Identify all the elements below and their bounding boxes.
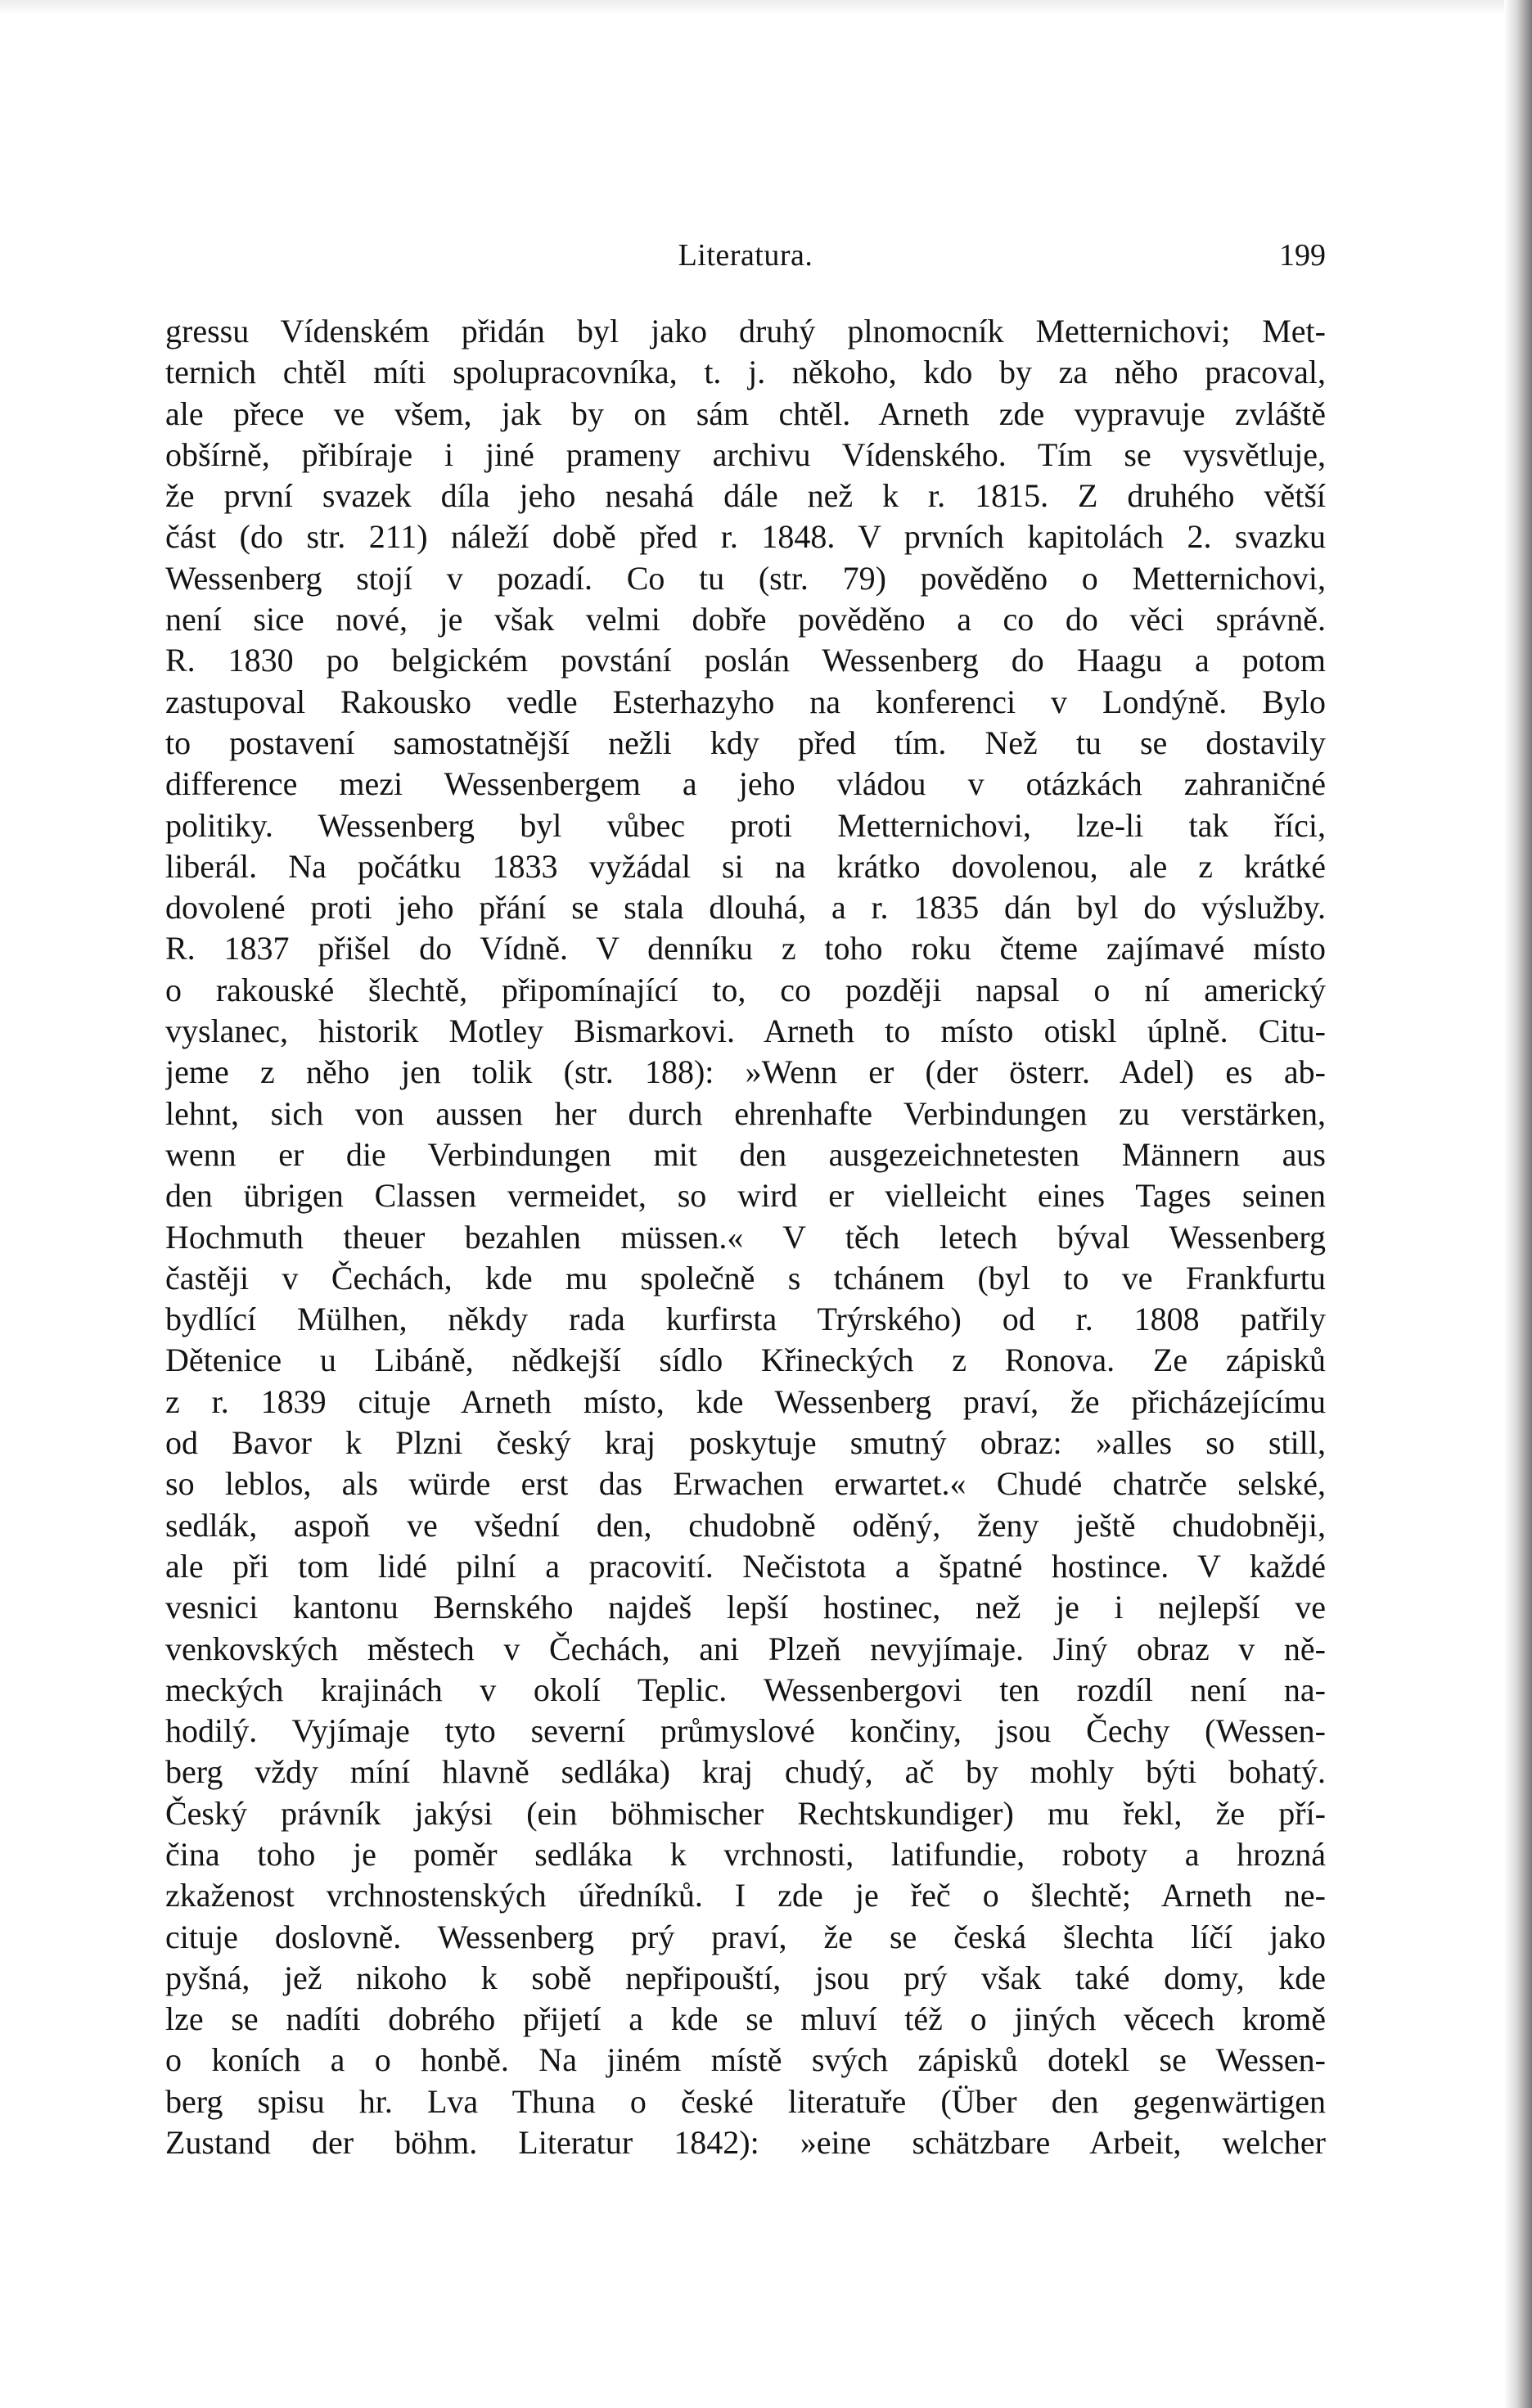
text-line: bydlící Mülhen, někdy rada kurfirsta Trýrského) od r. 1808 patřily (165, 1301, 1326, 1338)
text-line: den übrigen Classen vermeidet, so wird er vielleicht eines Tages seinen (165, 1177, 1326, 1215)
text-line: lze se nadíti dobrého přijetí a kde se mluví též o jiných věcech kromě (165, 2000, 1326, 2038)
text-line: Český právník jakýsi (ein böhmischer Rechtskundiger) mu řekl, že pří- (165, 1794, 1326, 1832)
scan-shadow-right (1504, 0, 1532, 2408)
text-line: venkovských městech v Čechách, ani Plzeň nevyjímaje. Jiný obraz v ně- (165, 1630, 1326, 1667)
text-line: vesnici kantonu Bernského najdeš lepší hostinec, než je i nejlepší ve (165, 1589, 1326, 1626)
page-number: 199 (1279, 238, 1326, 273)
text-line: čina toho je poměr sedláka k vrchnosti, latifundie, roboty a hrozná (165, 1835, 1326, 1873)
text-line: Dětenice u Libáně, nědkejší sídlo Křineckých z Ronova. Ze zápisků (165, 1342, 1326, 1379)
text-line: liberál. Na počátku 1833 vyžádal si na krátko dovolenou, ale z krátké (165, 847, 1326, 885)
text-line: dovolené proti jeho přání se stala dlouhá, a r. 1835 dán byl do výslužby. (165, 889, 1326, 927)
text-line: od Bavor k Plzni český kraj poskytuje smutný obraz: »alles so still, (165, 1424, 1326, 1462)
text-line: politiky. Wessenberg byl vůbec proti Metternichovi, lze-li tak říci, (165, 806, 1326, 844)
text-line: ale při tom lidé pilní a pracovití. Nečistota a špatné hostince. V každé (165, 1547, 1326, 1585)
text-line: ale přece ve všem, jak by on sám chtěl. Arneth zde vypravuje zvláště (165, 395, 1326, 432)
text-line: zastupoval Rakousko vedle Esterhazyho na konferenci v Londýně. Bylo (165, 683, 1326, 720)
text-line: o koních a o honbě. Na jiném místě svých zápisků dotekl se Wessen- (165, 2041, 1326, 2079)
text-line: jeme z něho jen tolik (str. 188): »Wenn er (der österr. Adel) es ab- (165, 1053, 1326, 1091)
text-line: meckých krajinách v okolí Teplic. Wessenbergovi ten rozdíl není na- (165, 1671, 1326, 1708)
text-line: sedlák, aspoň ve všední den, chudobně oděný, ženy ještě chudobněji, (165, 1506, 1326, 1544)
text-line: Zustand der böhm. Literatur 1842): »eine schätzbare Arbeit, welcher (165, 2124, 1326, 2162)
text-line: že první svazek díla jeho nesahá dále než k r. 1815. Z druhého větší (165, 477, 1326, 515)
text-line: častěji v Čechách, kde mu společně s tchánem (byl to ve Frankfurtu (165, 1259, 1326, 1296)
text-line: vyslanec, historik Motley Bismarkovi. Arneth to místo otiskl úplně. Citu- (165, 1012, 1326, 1050)
text-line: gressu Vídenském přidán byl jako druhý plnomocník Metternichovi; Met- (165, 313, 1326, 349)
running-head: Literatura. (678, 238, 813, 273)
text-line: obšírně, přibíraje i jiné prameny archivu Vídenského. Tím se vysvětluje, (165, 435, 1326, 473)
text-line: pyšná, jež nikoho k sobě nepřipouští, jsou prý však také domy, kde (165, 1959, 1326, 1996)
text-line: difference mezi Wessenbergem a jeho vládou v otázkách zahraničné (165, 765, 1326, 803)
text-line: wenn er die Verbindungen mit den ausgezeichnetesten Männern aus (165, 1135, 1326, 1173)
text-line: z r. 1839 cituje Arneth místo, kde Wessenberg praví, že přicházejícímu (165, 1382, 1326, 1420)
text-line: R. 1837 přišel do Vídně. V denníku z toho roku čteme zajímavé místo (165, 930, 1326, 967)
text-line: hodilý. Vyjímaje tyto severní průmyslové končiny, jsou Čechy (Wessen- (165, 1712, 1326, 1750)
text-line: to postavení samostatnější nežli kdy před tím. Než tu se dostavily (165, 724, 1326, 761)
text-line: zkaženost vrchnostenských úředníků. I zde je řeč o šlechtě; Arneth ne- (165, 1877, 1326, 1914)
text-line: berg spisu hr. Lva Thuna o české literatuře (Über den gegenwärtigen (165, 2082, 1326, 2120)
page-header (165, 231, 1326, 280)
text-line: Hochmuth theuer bezahlen müssen.« V těch letech býval Wessenberg (165, 1218, 1326, 1256)
text-line: lehnt, sich von aussen her durch ehrenhafte Verbindungen zu verstärken, (165, 1094, 1326, 1132)
text-line: není sice nové, je však velmi dobře pověděno a co do věci správně. (165, 601, 1326, 638)
text-line: so leblos, als würde erst das Erwachen erwartet.« Chudé chatrče selské, (165, 1465, 1326, 1503)
text-line: cituje doslovně. Wessenberg prý praví, že se česká šlechta líčí jako (165, 1918, 1326, 1955)
text-line: část (do str. 211) náleží době před r. 1848. V prvních kapitolách 2. svazku (165, 518, 1326, 556)
text-line: berg vždy míní hlavně sedláka) kraj chudý, ač by mohly býti bohatý. (165, 1753, 1326, 1791)
text-line: Wessenberg stojí v pozadí. Co tu (str. 79) pověděno o Metternichovi, (165, 559, 1326, 597)
text-line: R. 1830 po belgickém povstání poslán Wessenberg do Haagu a potom (165, 642, 1326, 679)
text-line: ternich chtěl míti spolupracovníka, t. j. někoho, kdo by za něho pracoval, (165, 354, 1326, 391)
text-line: o rakouské šlechtě, připomínající to, co později napsal o ní americký (165, 971, 1326, 1008)
scan-shadow-top (0, 0, 1532, 15)
body-text (165, 311, 1326, 2163)
